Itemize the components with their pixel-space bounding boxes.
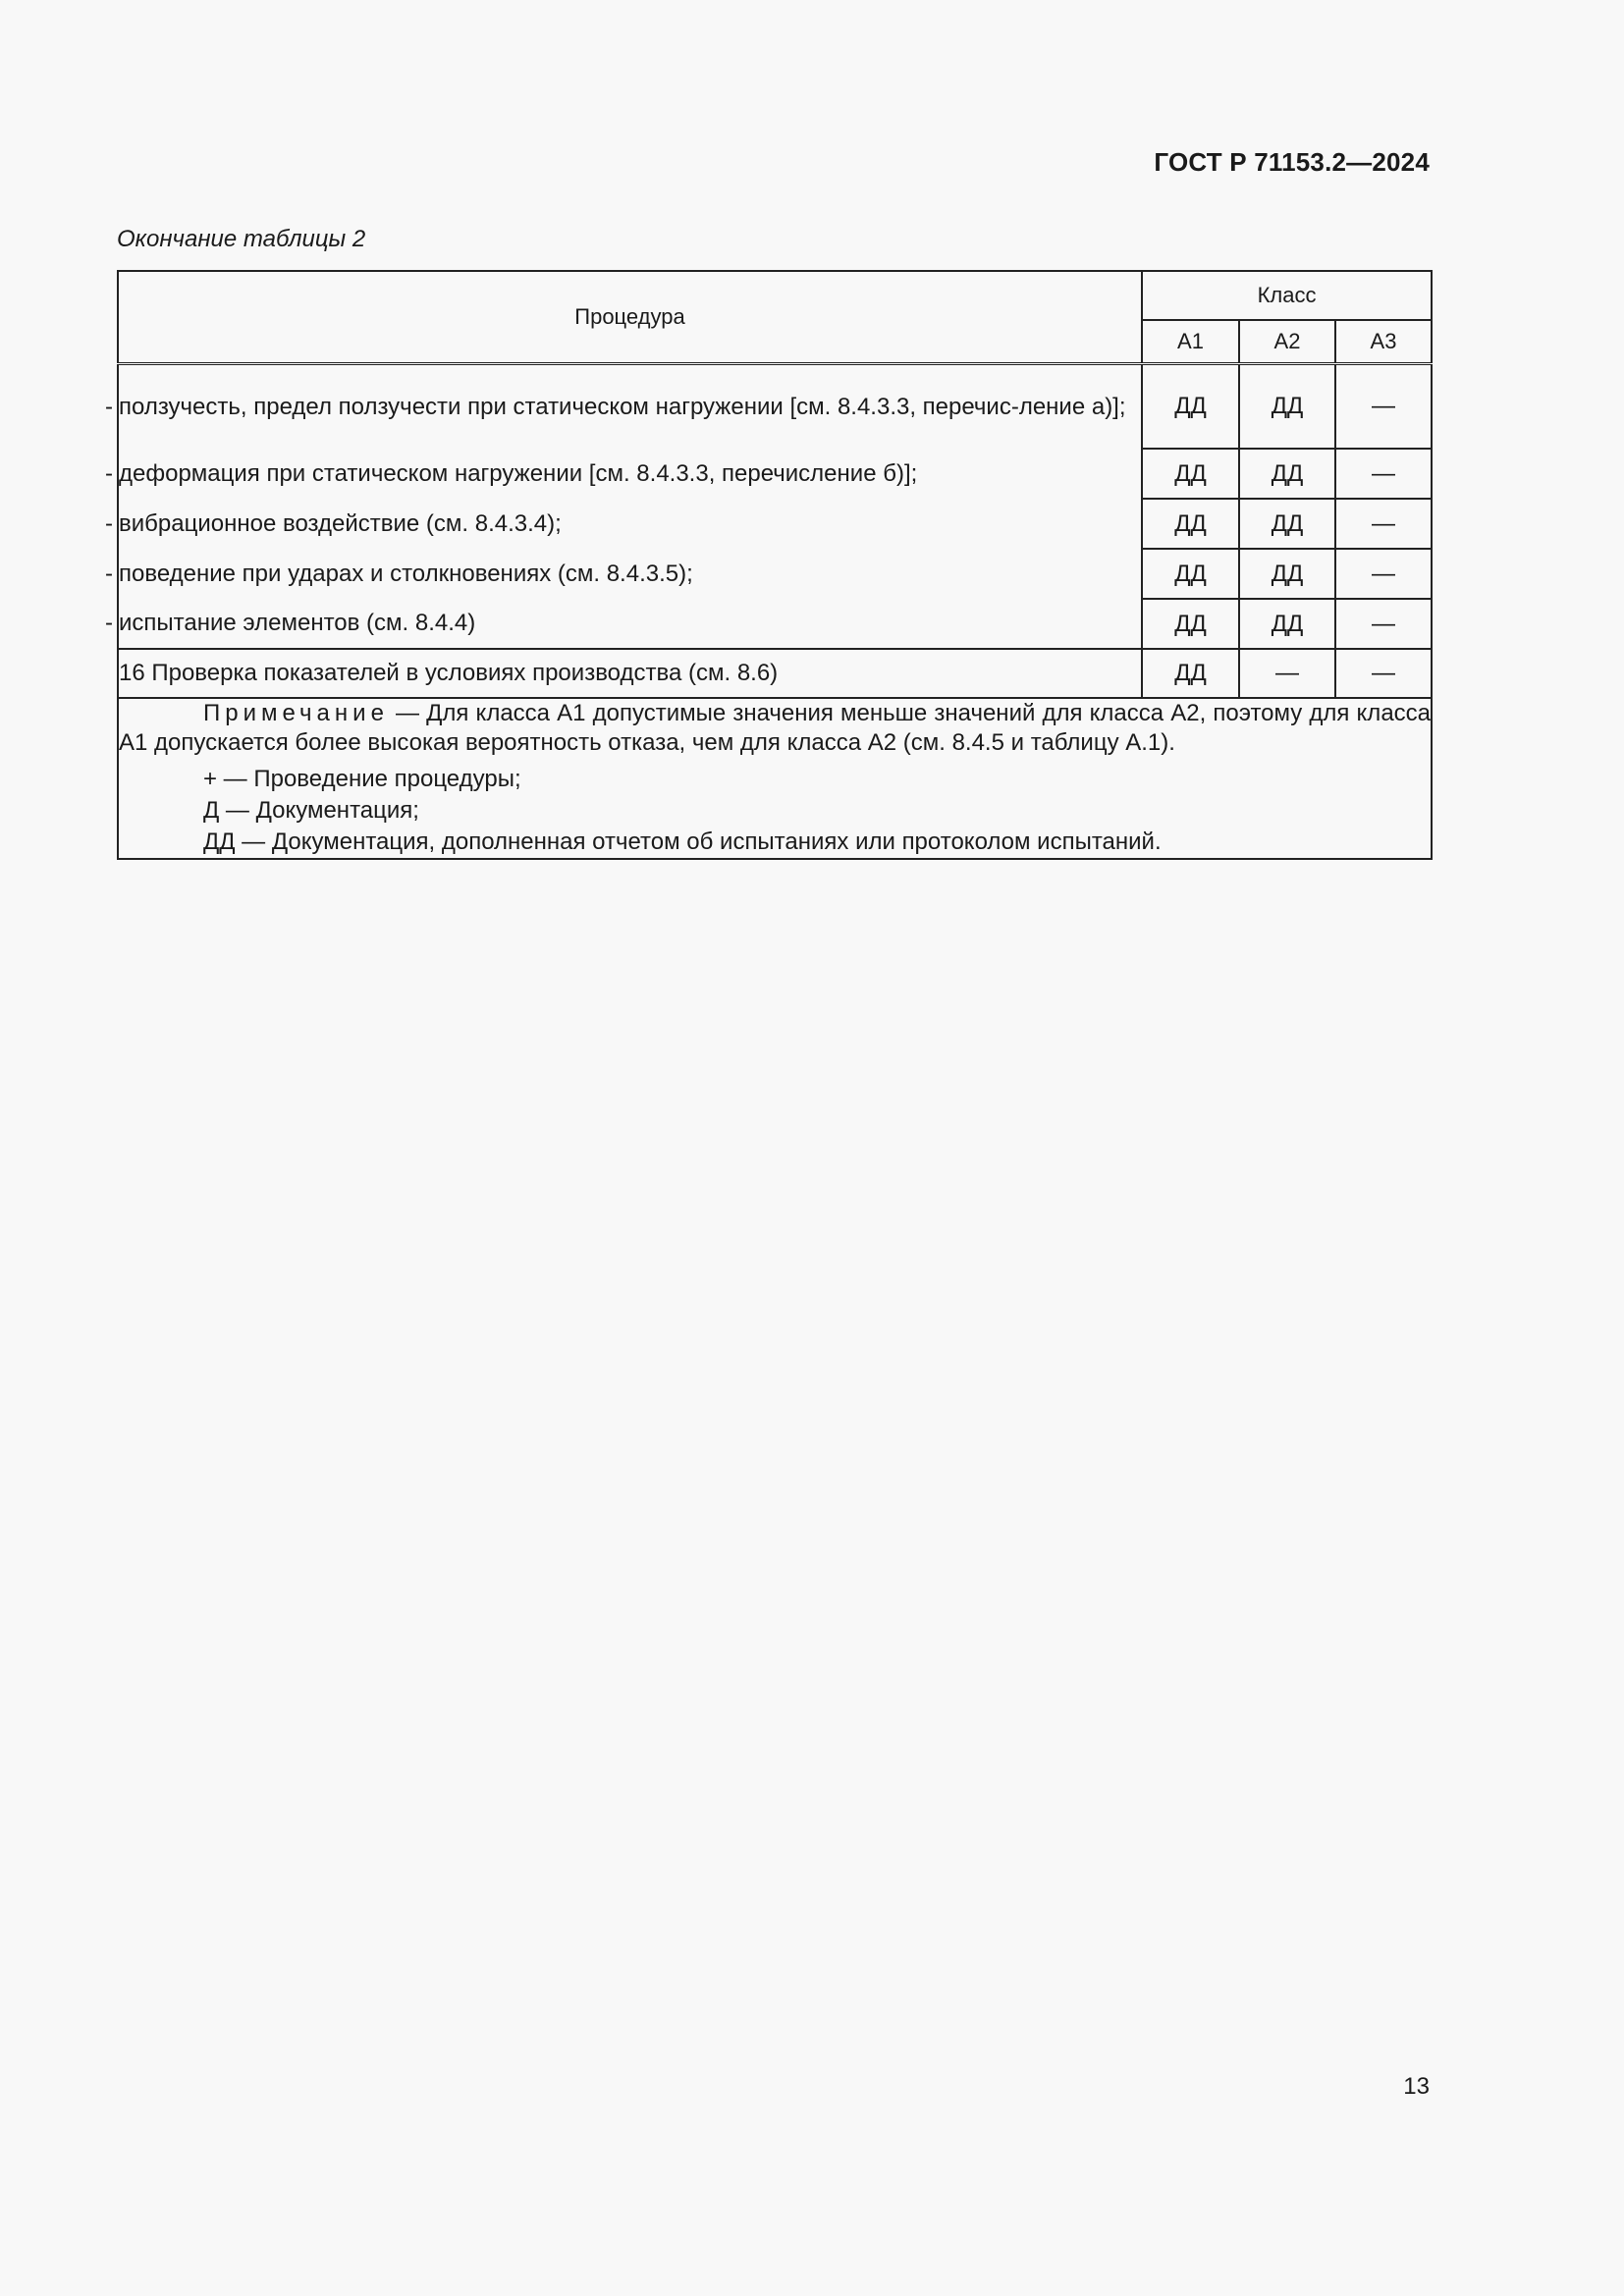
column-header-a2: А2 [1239, 320, 1335, 364]
table-row [118, 364, 1432, 450]
value-cell-a1: ДД [1142, 499, 1239, 549]
table-caption: Окончание таблицы 2 [117, 226, 366, 252]
procedure-cell: 16 Проверка показателей в условиях производства (см. 8.6) [118, 649, 1142, 698]
procedure-cell [105, 499, 1142, 549]
note-label: Примечание [203, 700, 389, 726]
procedure-text: вибрационное воздействие (см. 8.4.3.4); [119, 509, 562, 537]
value-cell-a2: ДД [1239, 364, 1335, 450]
list-dash: - [105, 560, 113, 587]
value-cell-a2: — [1239, 649, 1335, 698]
legend [203, 764, 1431, 858]
value-cell-a2: ДД [1239, 599, 1335, 649]
note-text: — Для класса А1 допустимые значения меньше значений для класса А2, поэтому для класса А1 допускается более высокая вероятность отказа, чем для класса А2 (см. 8.4.5 и таблицу А.1). [119, 700, 1432, 756]
legend-item: + — Проведение процедуры; [203, 766, 521, 792]
column-header-a1: А1 [1142, 320, 1239, 364]
document-code: ГОСТ Р 71153.2—2024 [1154, 147, 1430, 177]
procedure-cell [105, 549, 1142, 599]
value-cell-a2: ДД [1239, 499, 1335, 549]
value-cell-a1: ДД [1142, 649, 1239, 698]
column-header-class: Класс [1142, 271, 1432, 320]
value-cell-a3: — [1335, 599, 1432, 649]
value-cell-a3: — [1335, 649, 1432, 698]
procedure-text: испытание элементов (см. 8.4.4) [119, 610, 476, 636]
value-cell-a1: ДД [1142, 549, 1239, 599]
note-paragraph [119, 699, 1431, 758]
value-cell-a1: ДД [1142, 599, 1239, 649]
procedure-cell [105, 364, 1142, 450]
list-dash: - [105, 509, 113, 537]
value-cell-a3: — [1335, 364, 1432, 450]
value-cell-a3: — [1335, 449, 1432, 499]
procedure-cell [105, 599, 1142, 649]
value-cell-a2: ДД [1239, 549, 1335, 599]
note-cell [118, 698, 1432, 859]
table-row [118, 449, 1432, 499]
table-row [118, 649, 1432, 698]
value-cell-a1: ДД [1142, 364, 1239, 450]
column-header-procedure: Процедура [118, 271, 1142, 364]
list-dash: - [105, 393, 113, 420]
procedure-text: ползучесть, предел ползучести при статическом нагружении [см. 8.4.3.3, перечис-ление а)]; [119, 393, 1126, 420]
table-row [118, 599, 1432, 649]
column-header-a3: А3 [1335, 320, 1432, 364]
legend-item: Д — Документация; [203, 797, 419, 824]
list-dash: - [105, 459, 113, 487]
table-row [118, 549, 1432, 599]
value-cell-a2: ДД [1239, 449, 1335, 499]
legend-item: ДД — Документация, дополненная отчетом об испытаниях или протоколом испытаний. [203, 828, 1162, 855]
value-cell-a3: — [1335, 499, 1432, 549]
procedure-text: поведение при ударах и столкновениях (см. 8.4.3.5); [119, 560, 693, 587]
table-row [118, 499, 1432, 549]
value-cell-a3: — [1335, 549, 1432, 599]
value-cell-a1: ДД [1142, 449, 1239, 499]
note-row [118, 698, 1432, 859]
procedure-cell [105, 449, 1142, 499]
procedures-table [105, 270, 1433, 860]
page-number: 13 [1403, 2073, 1430, 2100]
procedure-text: деформация при статическом нагружении [см. 8.4.3.3, перечисление б)]; [119, 459, 918, 487]
list-dash: - [105, 610, 113, 636]
